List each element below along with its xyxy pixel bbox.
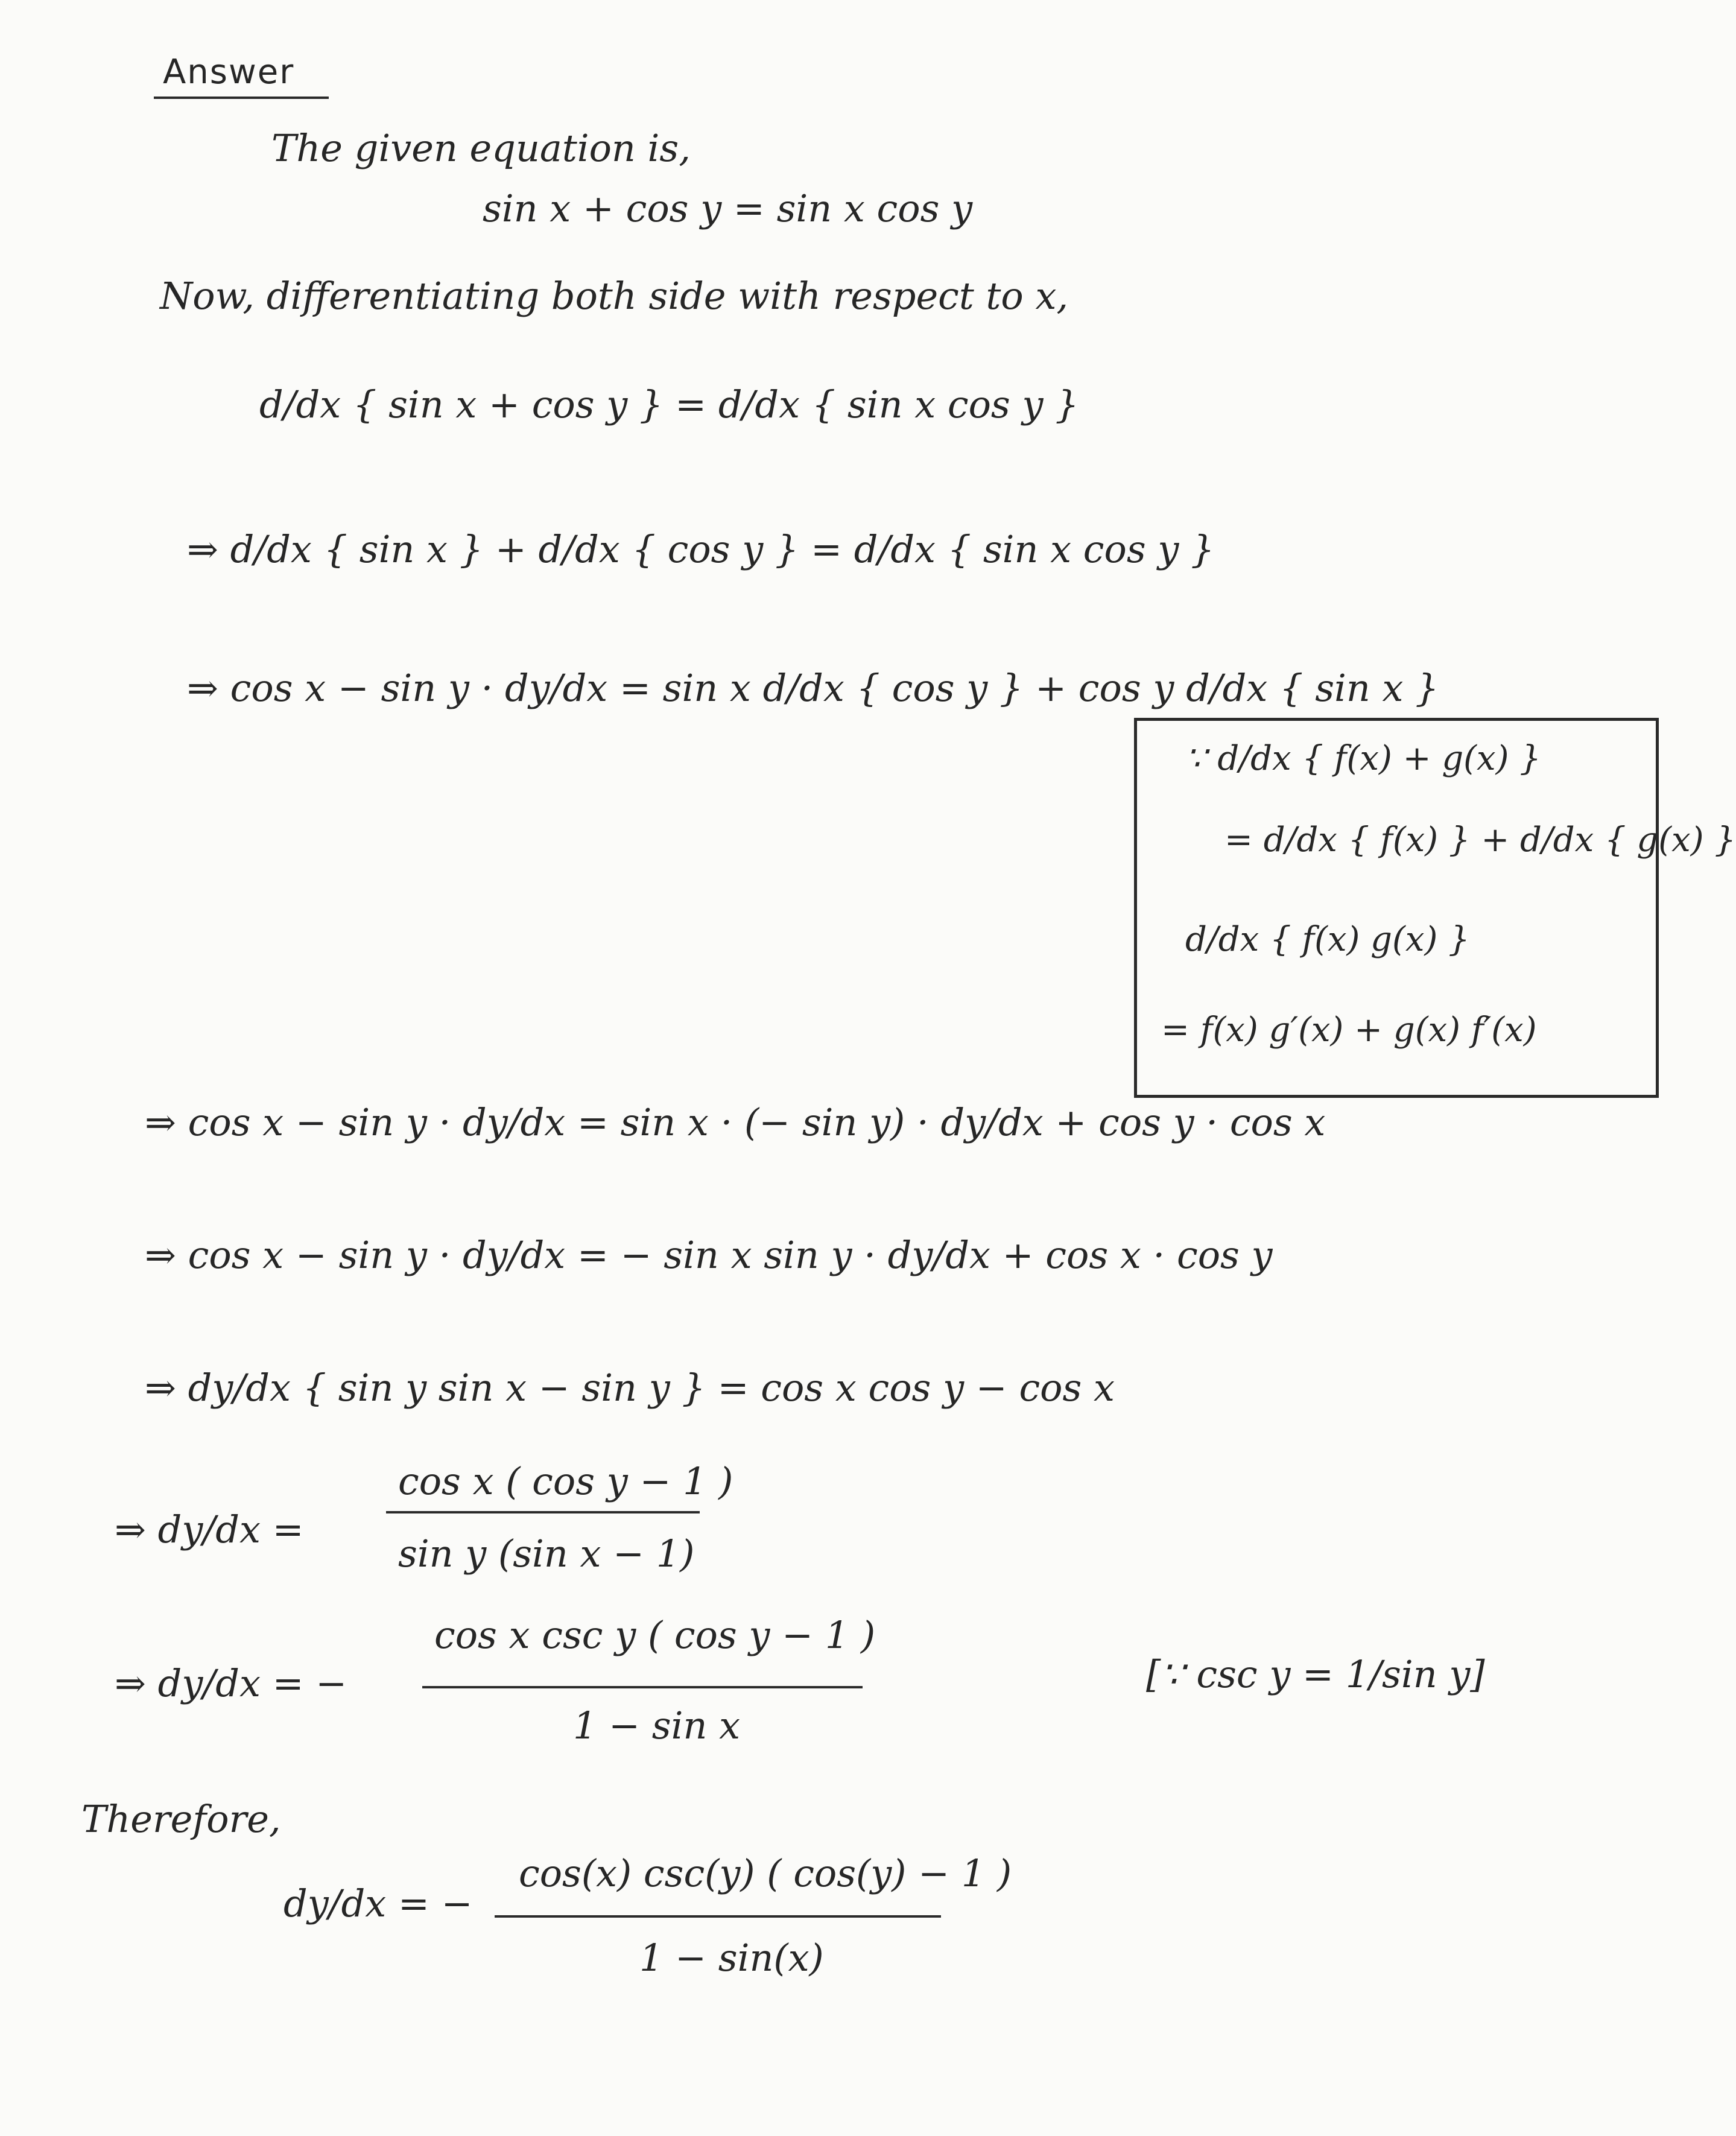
derivation-line-4: ⇒ cos x − sin y · dy/dx = sin x · (− sin y) · dy/dx + cos y · cos x bbox=[145, 1100, 1326, 1144]
derivation-line-5: ⇒ cos x − sin y · dy/dx = − sin x sin y · dy/dx + cos x · cos y bbox=[145, 1233, 1273, 1277]
answer-heading: Answer bbox=[163, 52, 295, 92]
csc-identity-note: [∵ csc y = 1/sin y] bbox=[1146, 1652, 1485, 1696]
rule-sum-result: = d/dx { f(x) } + d/dx { g(x) } bbox=[1224, 820, 1736, 860]
given-equation: sin x + cos y = sin x cos y bbox=[483, 186, 973, 230]
fraction1-bar bbox=[386, 1511, 700, 1513]
derivation-line-2: ⇒ d/dx { sin x } + d/dx { cos y } = d/dx { sin x cos y } bbox=[187, 527, 1215, 571]
final-prefix: dy/dx = − bbox=[284, 1881, 473, 1925]
fraction2-bar bbox=[422, 1686, 863, 1688]
fraction1-prefix: ⇒ dy/dx = bbox=[115, 1507, 304, 1551]
fraction2-prefix: ⇒ dy/dx = − bbox=[115, 1661, 347, 1705]
therefore-text: Therefore, bbox=[81, 1797, 281, 1841]
fraction2-numerator: cos x csc y ( cos y − 1 ) bbox=[434, 1613, 876, 1657]
derivation-line-6: ⇒ dy/dx { sin y sin x − sin y } = cos x cos y − cos x bbox=[145, 1366, 1115, 1410]
step-text: Now, differentiating both side with respect to x, bbox=[160, 274, 1069, 318]
final-denominator: 1 − sin(x) bbox=[639, 1936, 824, 1980]
answer-underline bbox=[154, 97, 329, 99]
rule-product-result: = f(x) g′(x) + g(x) f′(x) bbox=[1161, 1010, 1537, 1050]
fraction1-numerator: cos x ( cos y − 1 ) bbox=[398, 1459, 733, 1503]
derivation-line-1: d/dx { sin x + cos y } = d/dx { sin x cos y } bbox=[259, 382, 1079, 426]
fraction2-denominator: 1 − sin x bbox=[573, 1703, 741, 1748]
final-fraction-bar bbox=[495, 1915, 941, 1918]
derivation-line-3: ⇒ cos x − sin y · dy/dx = sin x d/dx { cos y } + cos y d/dx { sin x } bbox=[187, 666, 1439, 710]
intro-text: The given equation is, bbox=[271, 126, 691, 170]
fraction1-denominator: sin y (sin x − 1) bbox=[398, 1532, 695, 1576]
rule-sum: ∵ d/dx { f(x) + g(x) } bbox=[1185, 739, 1541, 778]
rule-product: d/dx { f(x) g(x) } bbox=[1185, 920, 1470, 959]
final-numerator: cos(x) csc(y) ( cos(y) − 1 ) bbox=[519, 1851, 1012, 1895]
